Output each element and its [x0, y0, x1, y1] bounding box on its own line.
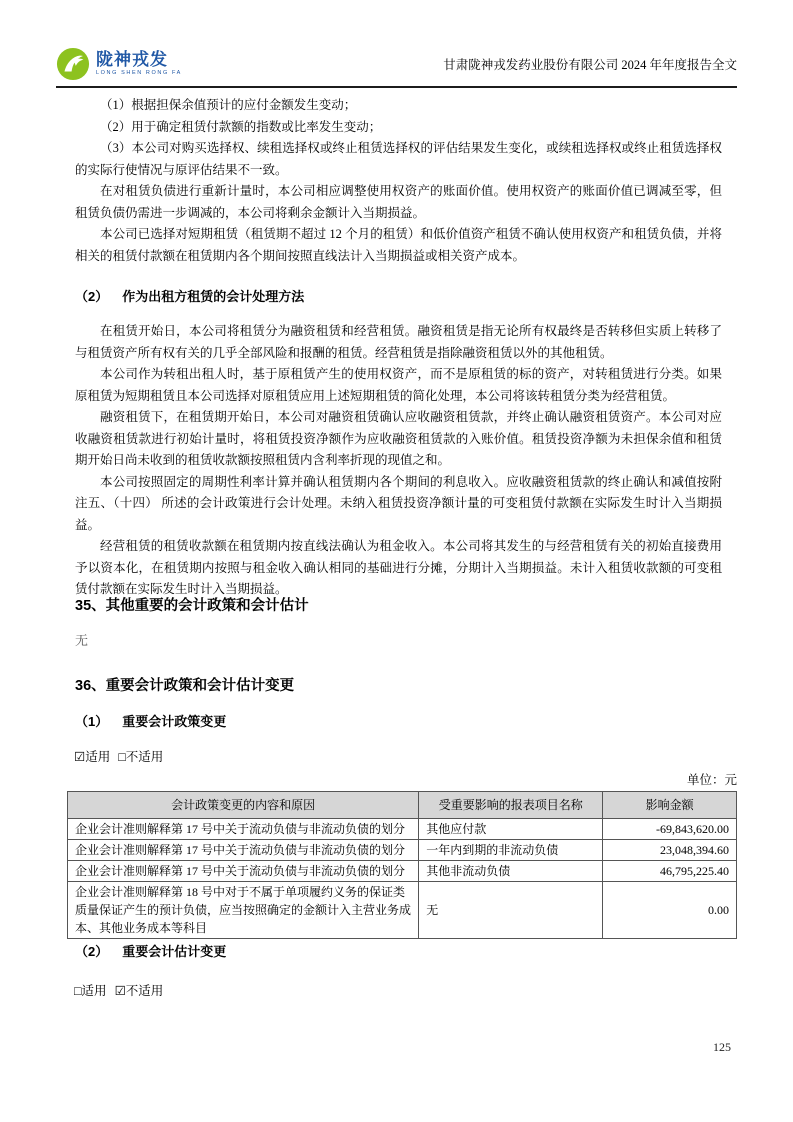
- heading-text: 作为出租方租赁的会计处理方法: [122, 289, 305, 304]
- paragraph: 经营租赁的租赁收款额在租赁期内按直线法确认为租金收入。本公司将其发生的与经营租赁有关的初始直接费用予以资本化，在租赁期内按照与租金收入确认相同的基础进行分摊，分期计入当期损益。未计入租赁收款额的可变租赁付款额在实际发生时计入当期损益。: [75, 539, 722, 596]
- header-cell-amount: 影响金额: [603, 792, 737, 819]
- heading-number: （2）: [75, 944, 109, 959]
- heading-text: 重要会计估计变更: [122, 944, 227, 959]
- unit-label: 单位：元: [686, 773, 737, 787]
- list-item-2: （2）用于确定租赁付款额的指数或比率发生变动；: [100, 119, 382, 134]
- company-logo: [56, 47, 182, 81]
- applicability-line-2: [74, 981, 163, 999]
- paragraph: 本公司按照固定的周期性利率计算并确认租赁期内各个期间的利息收入。应收融资租赁款的终止确认和减值按附注五、（十四） 所述的会计政策进行会计处理。未纳入租赁投资净额计量的可变租赁付款额在实际发生时计入当期损益。: [75, 474, 722, 532]
- table-row: [68, 861, 737, 882]
- list-item-1: （1）根据担保余值预计的应付金额发生变动；: [100, 98, 357, 112]
- not-applicable-checkbox: □不适用: [118, 750, 164, 764]
- paragraph: 融资租赁下，在租赁期开始日，本公司对融资租赁确认应收融资租赁款，并终止确认融资租赁资产。本公司对应收融资租赁款进行初始计量时，将租赁投资净额作为应收融资租赁款的入账价值。租赁投资净额为未担保余值和租赁期开始日尚未收到的租赁收款额按照租赁内含利率折现的现值之和。: [75, 410, 722, 467]
- cell-item: 其他应付款: [419, 819, 603, 840]
- cell-amount: 46,795,225.40: [603, 861, 737, 882]
- cell-reason: 企业会计准则解释第 18 号中对于不属于单项履约义务的保证类质量保证产生的预计负债，应当按照确定的金额计入主营业务成本、其他业务成本等科目: [68, 882, 419, 939]
- cell-reason: 企业会计准则解释第 17 号中关于流动负债与非流动负债的划分: [68, 861, 419, 882]
- page-number: 125: [713, 1040, 731, 1054]
- table-row: [68, 819, 737, 840]
- policy-change-heading: [75, 711, 226, 730]
- paragraph: 本公司已选择对短期租赁（租赁期不超过 12 个月的租赁）和低价值资产租赁不确认使用权资产和租赁负债，并将相关的租赁付款额在租赁期内各个期间按照直线法计入当期损益或相关资产成本。: [75, 227, 722, 263]
- cell-amount: -69,843,620.00: [603, 819, 737, 840]
- cell-item: 其他非流动负债: [419, 861, 603, 882]
- brand-subtitle: LONG SHEN RONG FA: [96, 70, 182, 77]
- table-row: [68, 840, 737, 861]
- report-title: 甘肃陇神戎发药业股份有限公司 2024 年年度报告全文: [443, 58, 737, 72]
- paragraph: 本公司作为转租出租人时，基于原租赁产生的使用权资产，而不是原租赁的标的资产，对转租赁进行分类。如果原租赁为短期租赁且本公司选择对原租赁应用上述短期租赁的简化处理，本公司将该转租赁分类为经营租赁。: [75, 367, 722, 403]
- paragraph: 在对租赁负债进行重新计量时，本公司相应调整使用权资产的账面价值。使用权资产的账面价值已调减至零，但租赁负债仍需进一步调减的，本公司将剩余金额计入当期损益。: [75, 184, 722, 220]
- applicable-checkbox: ☑适用: [74, 750, 111, 764]
- not-applicable-checkbox: ☑不适用: [114, 984, 164, 998]
- estimate-change-heading: [75, 941, 226, 960]
- lessor-paragraphs-block: [56, 321, 737, 601]
- page-header: [56, 42, 737, 88]
- brand-text: [96, 51, 182, 77]
- section-36-title: 36、重要会计政策和会计估计变更: [75, 678, 295, 694]
- heading-number: （1）: [75, 714, 109, 729]
- section-35-title: 35、其他重要的会计政策和会计估计: [75, 598, 309, 614]
- lessor-heading: [75, 286, 304, 305]
- cell-amount: 23,048,394.60: [603, 840, 737, 861]
- header-cell-item: 受重要影响的报表项目名称: [419, 792, 603, 819]
- applicability-line-1: [74, 747, 163, 765]
- logo-circle-icon: [56, 47, 90, 81]
- policy-change-table: [67, 791, 737, 939]
- applicable-checkbox: □适用: [74, 984, 107, 998]
- list-item-3: （3）本公司对购买选择权、续租选择权或终止租赁选择权的评估结果发生变化，或续租选择权或终止租赁选择权的实际行使情况与原评估结果不一致。: [75, 141, 722, 177]
- heading-text: 重要会计政策变更: [122, 714, 227, 729]
- brand-name: 陇神戎发: [96, 50, 168, 70]
- cell-reason: 企业会计准则解释第 17 号中关于流动负债与非流动负债的划分: [68, 819, 419, 840]
- header-cell-reason: 会计政策变更的内容和原因: [68, 792, 419, 819]
- section-35-body: 无: [75, 633, 89, 648]
- heading-number: （2）: [75, 289, 109, 304]
- table-row: [68, 882, 737, 939]
- lease-remeasurement-block: [56, 95, 737, 267]
- cell-item: 一年内到期的非流动负债: [419, 840, 603, 861]
- table-header-row: [68, 792, 737, 819]
- cell-reason: 企业会计准则解释第 17 号中关于流动负债与非流动负债的划分: [68, 840, 419, 861]
- paragraph: 在租赁开始日，本公司将租赁分为融资租赁和经营租赁。融资租赁是指无论所有权最终是否转移但实质上转移了与租赁资产所有权有关的几乎全部风险和报酬的租赁。经营租赁是指除融资租赁以外的其他租赁。: [75, 324, 722, 360]
- cell-amount: 0.00: [603, 882, 737, 939]
- cell-item: 无: [419, 882, 603, 939]
